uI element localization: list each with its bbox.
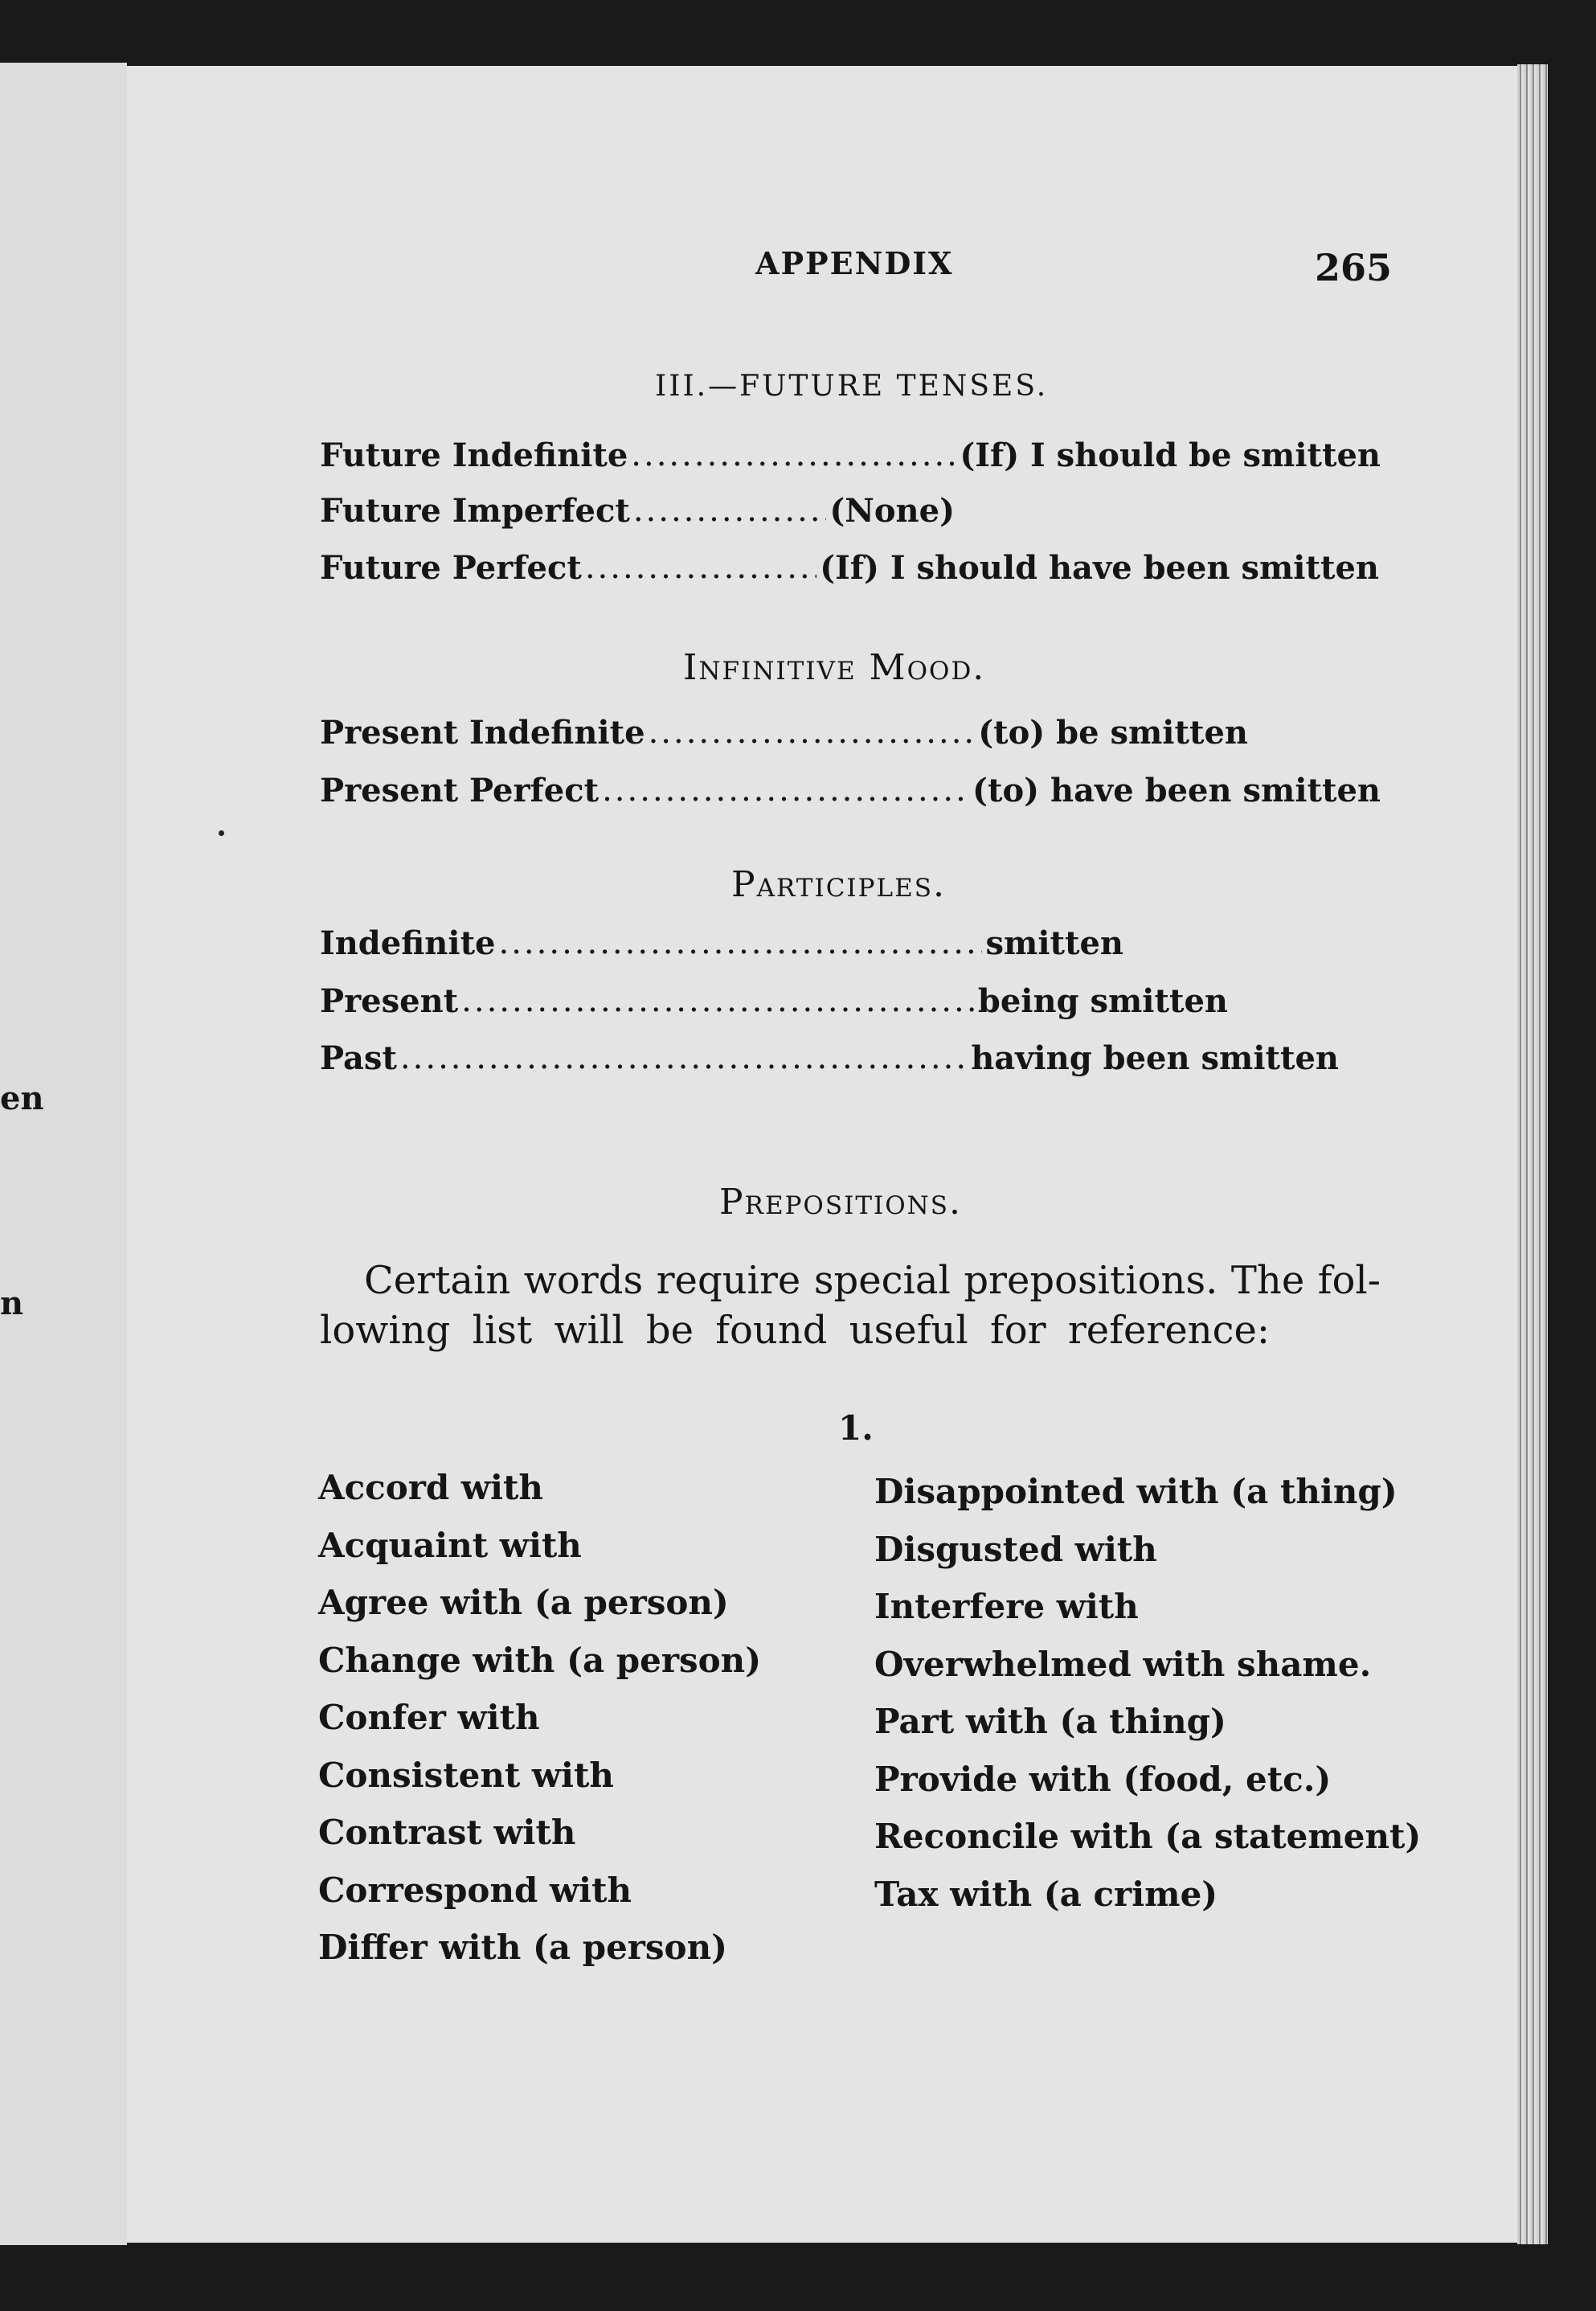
list-item: Provide with (food, etc.)	[874, 1759, 1332, 1799]
tense-label: Future Imperfect	[320, 492, 630, 530]
tense-value: (to) have been smitten	[972, 772, 1381, 809]
participle-label: Present	[320, 982, 459, 1020]
page-edge-stack	[1517, 64, 1548, 2244]
conjugation-row	[320, 982, 1228, 1020]
conjugation-row	[320, 492, 955, 530]
participle-label: Indefinite	[320, 924, 496, 962]
list-item: Disappointed with (a thing)	[874, 1472, 1398, 1511]
participle-label: Past	[320, 1039, 397, 1077]
conjugation-row	[320, 436, 1381, 474]
left-page-text-fragment: n	[0, 1285, 24, 1322]
tense-label: Future Indefinite	[320, 436, 628, 474]
list-item: Differ with (a person)	[318, 1928, 727, 1967]
prepositions-list-left	[318, 1459, 761, 1977]
paragraph-line: Certain words require special prepositions. The fol-	[364, 1258, 1381, 1303]
section-heading-prepositions: Prepositions.	[719, 1182, 963, 1223]
participle-value: having been smitten	[971, 1039, 1339, 1077]
conjugation-row	[320, 1039, 1339, 1077]
list-item: Acquaint with	[318, 1525, 582, 1565]
conjugation-row	[320, 714, 1248, 752]
section-heading-infinitive-mood: Infinitive Mood.	[683, 647, 986, 688]
dot-leader	[649, 714, 976, 752]
list-item: Reconcile with (a statement)	[874, 1817, 1422, 1856]
left-page-fragment	[0, 63, 127, 2245]
prepositions-list-right	[874, 1463, 1421, 1923]
list-item: Tax with (a crime)	[874, 1874, 1218, 1914]
tense-value: (None)	[829, 492, 955, 530]
tense-value: (If) I should be smitten	[960, 436, 1381, 474]
list-item: Accord with	[318, 1468, 543, 1507]
participle-value: being smitten	[977, 982, 1228, 1020]
tense-label: Present Indefinite	[320, 714, 645, 752]
dot-leader	[499, 924, 983, 962]
dot-leader	[631, 436, 956, 474]
tense-label: Present Perfect	[320, 772, 600, 809]
tense-value: (to) be smitten	[978, 714, 1248, 752]
dot-leader	[585, 549, 816, 587]
paragraph-line: lowing list will be found useful for reference:	[320, 1308, 1271, 1353]
left-page-text-fragment: en	[0, 1080, 44, 1117]
conjugation-row	[320, 549, 1379, 587]
print-speck	[219, 830, 224, 836]
list-item: Part with (a thing)	[874, 1702, 1226, 1741]
dot-leader	[602, 772, 969, 809]
prepositions-intro-paragraph	[320, 1256, 1381, 1355]
list-item: Change with (a person)	[318, 1640, 762, 1680]
participle-value: smitten	[985, 924, 1123, 962]
dot-leader	[461, 982, 975, 1020]
conjugation-row	[320, 924, 1123, 962]
list-item: Confer with	[318, 1698, 540, 1737]
list-item: Consistent with	[318, 1755, 614, 1795]
list-item: Agree with (a person)	[318, 1583, 729, 1622]
tense-label: Future Perfect	[320, 549, 582, 587]
tense-value: (If) I should have been smitten	[820, 549, 1379, 587]
list-item: Interfere with	[874, 1587, 1139, 1626]
section-heading-participles: Participles.	[731, 864, 946, 905]
list-item: Contrast with	[318, 1813, 576, 1852]
page-number: 265	[1315, 246, 1393, 289]
list-item: Overwhelmed with shame.	[874, 1644, 1372, 1684]
dot-leader	[400, 1039, 968, 1077]
running-head: APPENDIX	[755, 245, 954, 281]
list-item: Correspond with	[318, 1870, 632, 1910]
dot-leader	[633, 492, 827, 530]
list-item: Disgusted with	[874, 1529, 1157, 1569]
section-heading-future-tenses: III.—FUTURE TENSES.	[655, 370, 1049, 403]
list-number: 1.	[838, 1408, 874, 1448]
conjugation-row	[320, 772, 1381, 809]
